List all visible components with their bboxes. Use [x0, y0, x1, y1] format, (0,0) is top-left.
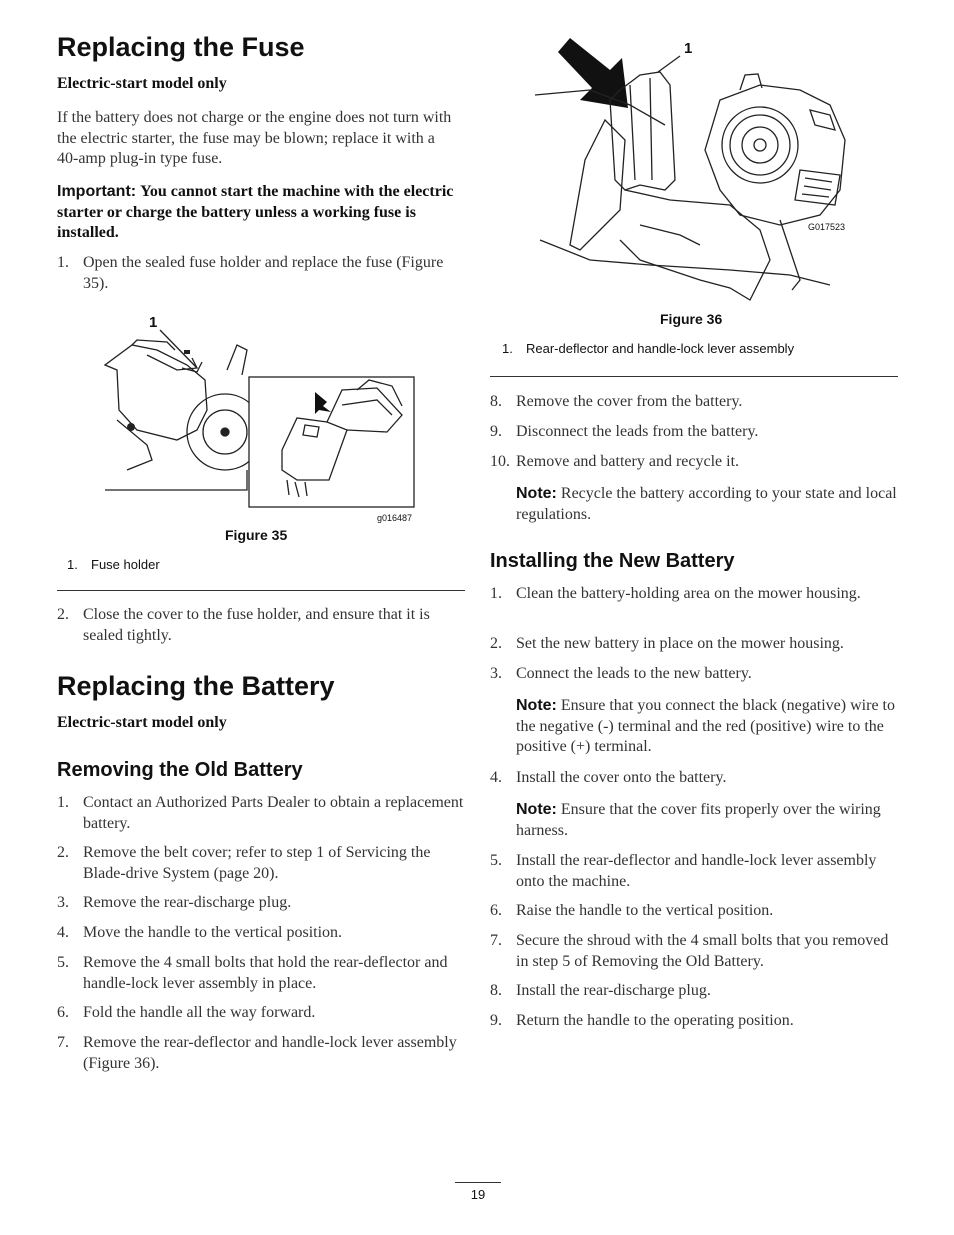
installing-heading: Installing the New Battery	[490, 550, 735, 572]
page-number: 19	[455, 1182, 501, 1202]
step-text: Remove the belt cover; refer to step 1 of Servicing the Blade-drive System (page 20).	[83, 844, 431, 882]
step-text: Clean the battery-holding area on the mower housing.	[516, 585, 861, 602]
step-text: Connect the leads to the new battery.	[516, 665, 752, 682]
step-number: 9.	[490, 1012, 502, 1029]
step-text: Remove the cover from the battery.	[516, 393, 743, 410]
removing-note	[516, 484, 898, 525]
step-text: Close the cover to the fuse holder, and ensure that it is sealed tightly.	[83, 606, 430, 644]
step-text: Remove the rear-discharge plug.	[83, 894, 292, 911]
step-number: 8.	[490, 982, 502, 999]
figure-36-caption: Figure 36	[660, 311, 723, 327]
step-number: 3.	[57, 894, 69, 911]
step-text: Remove the rear-deflector and handle-lock lever assembly (Figure 36).	[83, 1034, 457, 1072]
step-text: Remove and battery and recycle it.	[516, 453, 740, 470]
important-notice	[57, 182, 457, 244]
important-label: Important:	[57, 183, 137, 200]
removing-step-6	[57, 1003, 465, 1024]
removing-step-9	[490, 422, 898, 443]
step-number: 4.	[57, 924, 69, 941]
step-number: 2.	[57, 844, 69, 861]
fuse-intro: If the battery does not charge or the engine does not turn with the electric starter, the fuse may be blown; replace it with a 40-amp plug-in type fuse.	[57, 109, 452, 167]
removing-step-2	[57, 843, 465, 884]
figure-35-legend-text: Fuse holder	[91, 557, 160, 572]
note-label: Note:	[516, 801, 557, 818]
step-text: Raise the handle to the vertical position.	[516, 902, 774, 919]
figure-35-caption: Figure 35	[225, 527, 288, 543]
rear-deflector-illustration	[530, 30, 850, 305]
step-number: 6.	[490, 902, 502, 919]
figure-36-legend-text: Rear-deflector and handle-lock lever assembly	[526, 341, 795, 356]
step-text: Install the rear-discharge plug.	[516, 982, 711, 999]
removing-step-1	[57, 793, 465, 834]
step-number: 5.	[490, 852, 502, 869]
step-text: Disconnect the leads from the battery.	[516, 423, 759, 440]
installing-step-8	[490, 981, 898, 1002]
removing-step-8	[490, 392, 898, 413]
figure-36-code: G017523	[808, 222, 846, 232]
installing-step-3	[490, 664, 898, 685]
fuse-step-1	[57, 253, 465, 294]
installing-step-5	[490, 851, 898, 892]
step-text: Secure the shroud with the 4 small bolts that you removed in step 5 of Removing the Old Battery.	[516, 932, 889, 970]
note-text: Recycle the battery according to your state and local regulations.	[516, 485, 897, 523]
figure-36-legend-number: 1.	[502, 341, 513, 356]
step-text: Install the rear-deflector and handle-lock lever assembly onto the machine.	[516, 852, 877, 890]
step-number: 5.	[57, 954, 69, 971]
installing-note-3	[516, 696, 898, 758]
figure-35-code: g016487	[377, 513, 413, 523]
installing-note-4	[516, 800, 898, 841]
step-text: Install the cover onto the battery.	[516, 769, 727, 786]
removing-step-5	[57, 953, 465, 994]
note-text: Ensure that the cover fits properly over the wiring harness.	[516, 801, 881, 839]
step-text: Move the handle to the vertical position.	[83, 924, 343, 941]
figure-35	[57, 310, 465, 530]
battery-section-title: Replacing the Battery	[57, 671, 335, 701]
step-text: Fold the handle all the way forward.	[83, 1004, 316, 1021]
important-text: You cannot start the machine with the electric starter or charge the battery unless a working fuse is installed.	[57, 183, 454, 241]
step-text: Contact an Authorized Parts Dealer to obtain a replacement battery.	[83, 794, 464, 832]
fuse-holder-illustration	[57, 310, 465, 525]
step-number: 10.	[490, 453, 510, 470]
step-number: 4.	[490, 769, 502, 786]
step-number: 9.	[490, 423, 502, 440]
divider	[490, 376, 898, 377]
step-number: 1.	[57, 254, 69, 271]
installing-step-1	[490, 584, 898, 605]
figure-35-legend-number: 1.	[67, 557, 78, 572]
note-label: Note:	[516, 485, 557, 502]
installing-step-9	[490, 1011, 898, 1032]
step-number: 2.	[490, 635, 502, 652]
step-number: 7.	[57, 1034, 69, 1051]
note-text: Ensure that you connect the black (negative) wire to the negative (-) terminal and the red (positive) wire to the positive (+) terminal.	[516, 697, 895, 755]
step-text: Remove the 4 small bolts that hold the rear-deflector and handle-lock lever assembly in place.	[83, 954, 448, 992]
step-number: 1.	[490, 585, 502, 602]
step-text: Open the sealed fuse holder and replace the fuse (Figure 35).	[83, 254, 444, 292]
battery-subtitle: Electric-start model only	[57, 714, 227, 731]
note-label: Note:	[516, 697, 557, 714]
step-number: 7.	[490, 932, 502, 949]
divider	[57, 590, 465, 591]
removing-step-10	[490, 452, 898, 473]
step-number: 1.	[57, 794, 69, 811]
installing-step-4	[490, 768, 898, 789]
fuse-subtitle: Electric-start model only	[57, 75, 227, 92]
installing-step-7	[490, 931, 898, 972]
removing-step-3	[57, 893, 465, 914]
fuse-section-title: Replacing the Fuse	[57, 32, 305, 62]
removing-step-7	[57, 1033, 465, 1074]
step-number: 6.	[57, 1004, 69, 1021]
figure-36	[530, 30, 850, 305]
installing-step-6	[490, 901, 898, 922]
fuse-step-2	[57, 605, 465, 646]
step-text: Set the new battery in place on the mower housing.	[516, 635, 844, 652]
step-text: Return the handle to the operating position.	[516, 1012, 794, 1029]
step-number: 3.	[490, 665, 502, 682]
removing-step-4	[57, 923, 465, 944]
figure-35-callout: 1	[149, 314, 158, 331]
step-number: 8.	[490, 393, 502, 410]
step-number: 2.	[57, 606, 69, 623]
figure-36-callout: 1	[684, 40, 693, 57]
removing-heading: Removing the Old Battery	[57, 759, 303, 781]
installing-step-2	[490, 634, 898, 655]
